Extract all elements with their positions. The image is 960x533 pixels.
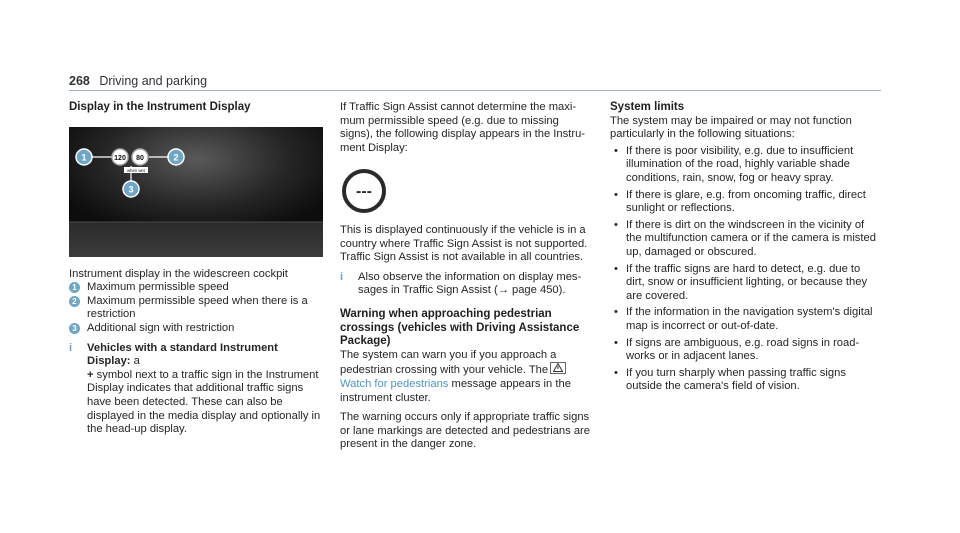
figure-caption: Instrument display in the widescreen cockpit [69, 267, 288, 280]
column-warnings [340, 101, 590, 452]
note-text: Vehicles with a standard Instrument Display: a + symbol next to a traffic sign in the Instrument Display indicates that additional traffic signs have been detected. These can also be displayed in the media display and optionally in the head-up display. [87, 341, 321, 436]
section-heading-limits: System limits [610, 101, 685, 113]
intro-paragraph: If Traffic Sign Assist cannot determine the maximum permissible speed (e.g. due to missing signs), the following display appears in the Instrument Display: [340, 101, 586, 154]
note-standard-display [69, 342, 323, 437]
column-system-limits [610, 101, 880, 394]
page-header [69, 74, 207, 88]
column-display [69, 101, 323, 437]
svg-text:2: 2 [173, 152, 179, 163]
marker-2 [168, 149, 184, 165]
list-item: • If there is glare, e.g. from oncoming traffic, direct sunlight or reflections. [614, 188, 866, 215]
info-icon: i [340, 270, 344, 283]
list-item: • If there is poor visibility, e.g. due to insufficient illumination of the road, highly variable shade conditions, rain, snow, fog or heavy spray. [614, 144, 854, 184]
warning-triangle-icon [550, 362, 566, 374]
speed-limit-2-text: 80 [136, 154, 144, 162]
section-heading-display: Display in the Instrument Display [69, 101, 251, 113]
instrument-display-figure [69, 127, 323, 257]
legend-item-1 [69, 281, 323, 295]
limits-intro: The system may be impaired or may not function particularly in the following situations: [610, 114, 852, 141]
note-title: Vehicles with a standard Instrument Display: [87, 341, 278, 368]
marker-3 [123, 181, 139, 197]
legend-item-2 [69, 295, 323, 322]
list-item: • If the information in the navigation system's digital map is incorrect or out-of-date. [614, 306, 873, 332]
speed-limit-1-text: 120 [114, 154, 126, 162]
instrument-display-illustration [69, 127, 323, 257]
svg-text:3: 3 [128, 184, 134, 195]
legend-text: Maximum permissible speed [87, 281, 229, 294]
no-speed-symbol-text: --- [356, 183, 372, 201]
info-icon: i [69, 341, 73, 354]
legend-number: 2 [69, 296, 80, 307]
section-heading-pedestrian: Warning when approaching pedestrian crossings (vehicles with Driving Assistance Package) [340, 307, 580, 348]
legend-number: 3 [69, 323, 80, 334]
additional-sign-text: when wet [127, 167, 145, 173]
section-title: Driving and parking [99, 74, 208, 88]
legend-text: Maximum permissible speed when there is a restriction [87, 294, 308, 321]
plus-symbol: + [87, 368, 94, 381]
note-text: Also observe the information on display messages in Traffic Sign Assist (→ page 450). [358, 270, 582, 297]
list-item: • If you turn sharply when passing traffic signs outside the camera's field of vision. [614, 366, 846, 393]
legend-number: 1 [69, 282, 80, 293]
svg-text:1: 1 [81, 152, 87, 163]
legend-item-3 [69, 322, 323, 336]
limits-list [610, 145, 880, 394]
list-item: • If there is dirt on the windscreen in the vicinity of the multifunction camera or if the camera is misted up, damaged or obscured. [614, 218, 876, 258]
pedestrian-paragraph: The system can warn you if you approach a pedestrian crossing with your vehicle. The Watch for pedestrians message appears in the instrument cluster. [340, 348, 571, 404]
list-item: • If signs are ambiguous, e.g. road signs in roadworks or in adjacent lanes. [614, 336, 860, 363]
unsupported-country-paragraph: This is displayed continuously if the vehicle is in a country where Traffic Sign Assist is not supported. Traffic Sign Assist is not available in all countries. [340, 223, 588, 264]
speed-limit-sign-80 [132, 149, 148, 165]
watch-for-pedestrians-message: Watch for pedestrians [340, 377, 449, 390]
list-item: • If the traffic signs are hard to detect, e.g. due to dirt, snow or insufficient lighting, or because they are covered. [614, 262, 868, 302]
header-rule [69, 90, 881, 91]
page-number: 268 [69, 74, 90, 88]
speed-limit-sign-120 [112, 149, 128, 165]
legend-text: Additional sign with restriction [87, 321, 235, 334]
note-display-messages [340, 271, 590, 298]
warning-conditions-paragraph: The warning occurs only if appropriate traffic signs or lane markings are detected and pedestrians are present in the danger zone. [340, 411, 591, 451]
marker-1 [76, 149, 92, 165]
no-speed-symbol-icon [340, 167, 388, 215]
